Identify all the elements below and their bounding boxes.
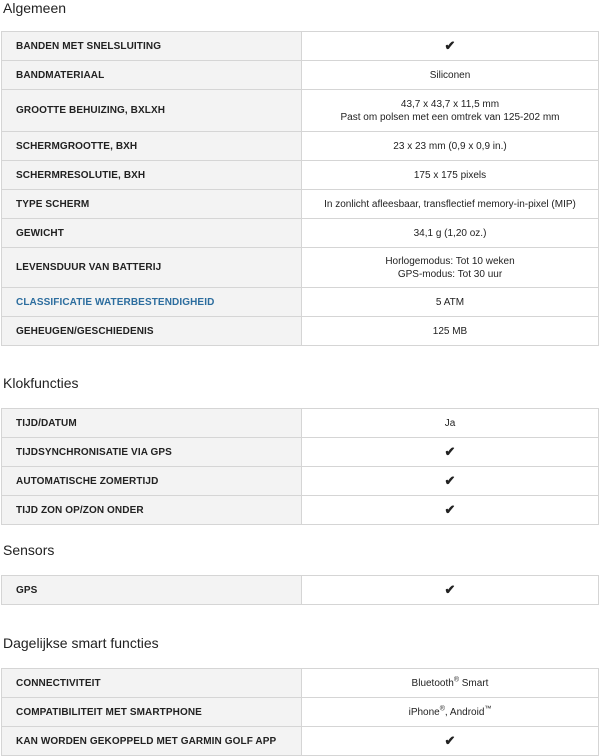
table-row (2, 317, 599, 346)
row-label: TYPE SCHERM (2, 190, 302, 219)
table-row (2, 698, 599, 727)
row-label: SCHERMRESOLUTIE, BXH (2, 161, 302, 190)
row-label: CONNECTIVITEIT (2, 669, 302, 698)
table-row (2, 438, 599, 467)
table-row (2, 90, 599, 132)
row-label: AUTOMATISCHE ZOMERTIJD (2, 467, 302, 496)
row-value: iPhone®, Android™ (302, 698, 599, 727)
table-row (2, 248, 599, 288)
row-label: BANDEN MET SNELSLUITING (2, 32, 302, 61)
table-row (2, 32, 599, 61)
row-value: Siliconen (302, 61, 599, 90)
row-label: KAN WORDEN GEKOPPELD MET GARMIN GOLF APP (2, 727, 302, 756)
table-row (2, 219, 599, 248)
spec-table-smart-functies (1, 668, 599, 756)
row-value: Bluetooth® Smart (302, 669, 599, 698)
table-row (2, 727, 599, 756)
row-label: GEHEUGEN/GESCHIEDENIS (2, 317, 302, 346)
row-value: 5 ATM (302, 288, 599, 317)
row-label: LEVENSDUUR VAN BATTERIJ (2, 248, 302, 288)
checkmark-icon: ✔ (444, 581, 456, 597)
row-label: TIJD ZON OP/ZON ONDER (2, 496, 302, 525)
table-row (2, 496, 599, 525)
row-label: TIJDSYNCHRONISATIE VIA GPS (2, 438, 302, 467)
section-title-sensors: Sensors (3, 542, 55, 558)
row-value: 34,1 g (1,20 oz.) (302, 219, 599, 248)
checkmark-icon: ✔ (444, 37, 456, 53)
row-value: Ja (302, 409, 599, 438)
spec-table-klokfuncties (1, 408, 599, 525)
section-title-klokfuncties: Klokfuncties (3, 375, 79, 391)
table-row (2, 576, 599, 605)
row-value: 125 MB (302, 317, 599, 346)
checkmark-icon: ✔ (444, 443, 456, 459)
section-title-algemeen: Algemeen (3, 0, 67, 16)
row-value: In zonlicht afleesbaar, transflectief memory-in-pixel (MIP) (302, 190, 599, 219)
row-value-secondary: GPS-modus: Tot 30 uur (397, 268, 503, 280)
row-value: 175 x 175 pixels (302, 161, 599, 190)
table-row (2, 467, 599, 496)
table-row (2, 669, 599, 698)
spec-table-sensors (1, 575, 599, 605)
water-rating-link[interactable]: CLASSIFICATIE WATERBESTENDIGHEID (2, 288, 302, 317)
table-row (2, 61, 599, 90)
row-value: 43,7 x 43,7 x 11,5 mm (400, 98, 500, 110)
checkmark-icon: ✔ (444, 732, 456, 748)
checkmark-icon: ✔ (444, 472, 456, 488)
spec-table-algemeen (1, 31, 599, 346)
row-label: TIJD/DATUM (2, 409, 302, 438)
section-title-smart-functies: Dagelijkse smart functies (3, 635, 159, 651)
table-row (2, 161, 599, 190)
table-row (2, 190, 599, 219)
table-row (2, 409, 599, 438)
table-row (2, 132, 599, 161)
row-label: COMPATIBILITEIT MET SMARTPHONE (2, 698, 302, 727)
row-label: SCHERMGROOTTE, BXH (2, 132, 302, 161)
row-label: GPS (2, 576, 302, 605)
table-row (2, 288, 599, 317)
row-label: GROOTTE BEHUIZING, BXLXH (2, 90, 302, 132)
row-value-secondary: Past om polsen met een omtrek van 125-202 mm (340, 111, 560, 123)
row-value: 23 x 23 mm (0,9 x 0,9 in.) (302, 132, 599, 161)
row-label: GEWICHT (2, 219, 302, 248)
row-label: BANDMATERIAAL (2, 61, 302, 90)
checkmark-icon: ✔ (444, 501, 456, 517)
row-value: Horlogemodus: Tot 10 weken (385, 255, 515, 267)
